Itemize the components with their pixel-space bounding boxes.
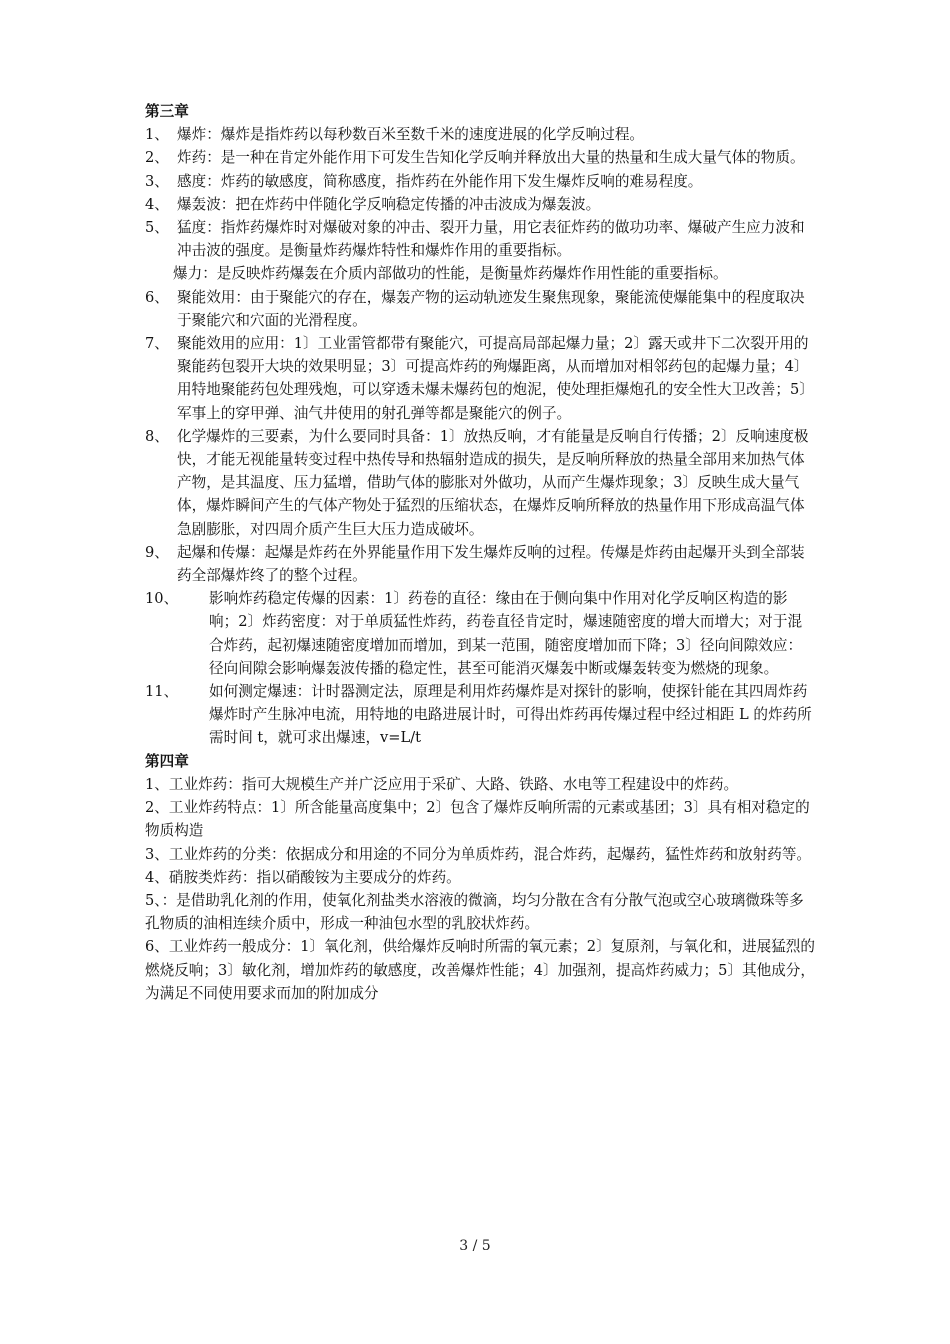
item-number: 8、 <box>145 427 169 445</box>
list-item <box>145 587 815 680</box>
item-number: 2、 <box>145 149 169 167</box>
item-text: 如何测定爆速：计时器测定法，原理是利用炸药爆炸是对探针的影响，使探针能在其四周炸药爆炸时产生脉冲电流，用特地的电路进展计时，可得出炸药再传爆过程中经过相距 L 的炸药所需时间 t，就可求出爆速，v=L/t <box>209 683 812 747</box>
item-number: 7、 <box>145 335 169 353</box>
item-number: 9、 <box>145 543 169 561</box>
list-item <box>145 146 815 169</box>
paragraph: 4、硝胺类炸药：指以硝酸铵为主要成分的炸药。 <box>145 868 461 886</box>
item-number: 3、 <box>145 172 169 190</box>
paragraph: 2、工业炸药特点：1〕所含能量高度集中；2〕包含了爆炸反响所需的元素或基团；3〕具有相对稳定的物质构造 <box>145 799 810 840</box>
item-text: 猛度：指炸药爆炸时对爆破对象的冲击、裂开力量，用它表征炸药的做功功率、爆破产生应力波和冲击波的强度。是衡量炸药爆炸特性和爆炸作用的重要指标。 <box>177 219 805 260</box>
paragraph: 3、工业炸药的分类：依据成分和用途的不同分为单质炸药，混合炸药，起爆药，猛性炸药和放射药等。 <box>145 845 812 863</box>
item-number: 5、 <box>145 219 169 237</box>
item-text: 化学爆炸的三要素，为什么要同时具备：1〕放热反响，才有能量是反响自行传播；2〕反响速度极快，才能无视能量转变过程中热传导和热辐射造成的损失，是反响所释放的热量全部用来加热气体产物，是其温度、压力猛增，借助气体的膨胀对外做功，从而产生爆炸现象；3〕反映生成大量气体，爆炸瞬间产生的气体产物处于猛烈的压缩状态，在爆炸反响所释放的热量作用下形成高温气体急剧膨胀，对四周介质产生巨大压力造成破坏。 <box>177 427 809 538</box>
item-text: 炸药：是一种在肯定外能作用下可发生告知化学反响并释放出大量的热量和生成大量气体的物质。 <box>177 149 805 167</box>
item-text: 影响炸药稳定传爆的因素：1〕药卷的直径：缘由在于侧向集中作用对化学反响区构造的影响；2〕炸药密度：对于单质猛性炸药，药卷直径肯定时，爆速随密度的增大而增大；对于混合炸药，起初爆速随密度增加而增加，到某一范围，随密度增加而下降；3〕径向间隙效应：径向间隙会影响爆轰波传播的稳定性，甚至可能消灭爆轰中断或爆轰转变为燃烧的现象。 <box>209 590 803 677</box>
list-item <box>145 286 815 332</box>
item-number: 11、 <box>145 683 179 701</box>
list-item <box>145 425 815 541</box>
item-number: 6、 <box>145 288 169 306</box>
list-item <box>145 193 815 216</box>
list-item <box>145 541 815 587</box>
list-item <box>145 332 815 425</box>
list-item <box>145 680 815 750</box>
paragraph: 5、：是借助乳化剂的作用，使氧化剂盐类水溶液的微滴，均匀分散在含有分散气泡或空心玻璃微珠等多孔物质的油相连续介质中，形成一种油包水型的乳胶状炸药。 <box>145 891 804 933</box>
item-text: 起爆和传爆：起爆是炸药在外界能量作用下发生爆炸反响的过程。传爆是炸药由起爆开头到全部装药全部爆炸终了的整个过程。 <box>177 543 805 585</box>
document-body <box>145 100 815 1005</box>
list-item <box>145 216 815 262</box>
item-5-subparagraph: 爆力：是反映炸药爆轰在介质内部做功的性能，是衡量炸药爆炸作用性能的重要指标。 <box>173 265 728 283</box>
item-text: 聚能效用的应用：1〕工业雷管都带有聚能穴，可提高局部起爆力量；2〕露天或井下二次裂开用的聚能药包裂开大块的效果明显；3〕可提高炸药的殉爆距离，从而增加对相邻药包的起爆力量；4〕用特地聚能药包处理残炮，可以穿透未爆未爆药包的炮泥，使处理拒爆炮孔的安全性大卫改善；5〕军事上的穿甲弹、油气井使用的射孔弹等都是聚能穴的例子。 <box>177 335 814 422</box>
list-item <box>145 170 815 193</box>
item-text: 爆轰波：把在炸药中伴随化学反响稳定传播的冲击波成为爆轰波。 <box>177 195 601 213</box>
item-text: 聚能效用：由于聚能穴的存在，爆轰产物的运动轨迹发生聚焦现象，聚能流使爆能集中的程度取决于聚能穴和穴面的光滑程度。 <box>177 288 805 329</box>
chapter-4-title: 第四章 <box>145 752 189 770</box>
paragraph: 1、工业炸药：指可大规模生产并广泛应用于采矿、大路、铁路、水电等工程建设中的炸药。 <box>145 775 739 793</box>
item-number: 10、 <box>145 590 179 608</box>
chapter-3-title: 第三章 <box>145 103 189 120</box>
item-number: 1、 <box>145 126 169 144</box>
page-number: 3 / 5 <box>459 1238 491 1254</box>
item-text: 感度：炸药的敏感度，简称感度，指炸药在外能作用下发生爆炸反响的难易程度。 <box>177 172 703 190</box>
paragraph: 6、工业炸药一般成分：1〕氧化剂，供给爆炸反响时所需的氧元素；2〕复原剂，与氧化和，进展猛烈的燃烧反响；3〕敏化剂，增加炸药的敏感度，改善爆炸性能；4〕加强剂，提高炸药威力；5〕其他成分，为满足不同使用要求而加的附加成分 <box>145 938 815 1002</box>
item-number: 4、 <box>145 195 169 213</box>
item-text: 爆炸：爆炸是指炸药以每秒数百米至数千米的速度进展的化学反响过程。 <box>177 126 645 144</box>
list-item <box>145 123 815 146</box>
